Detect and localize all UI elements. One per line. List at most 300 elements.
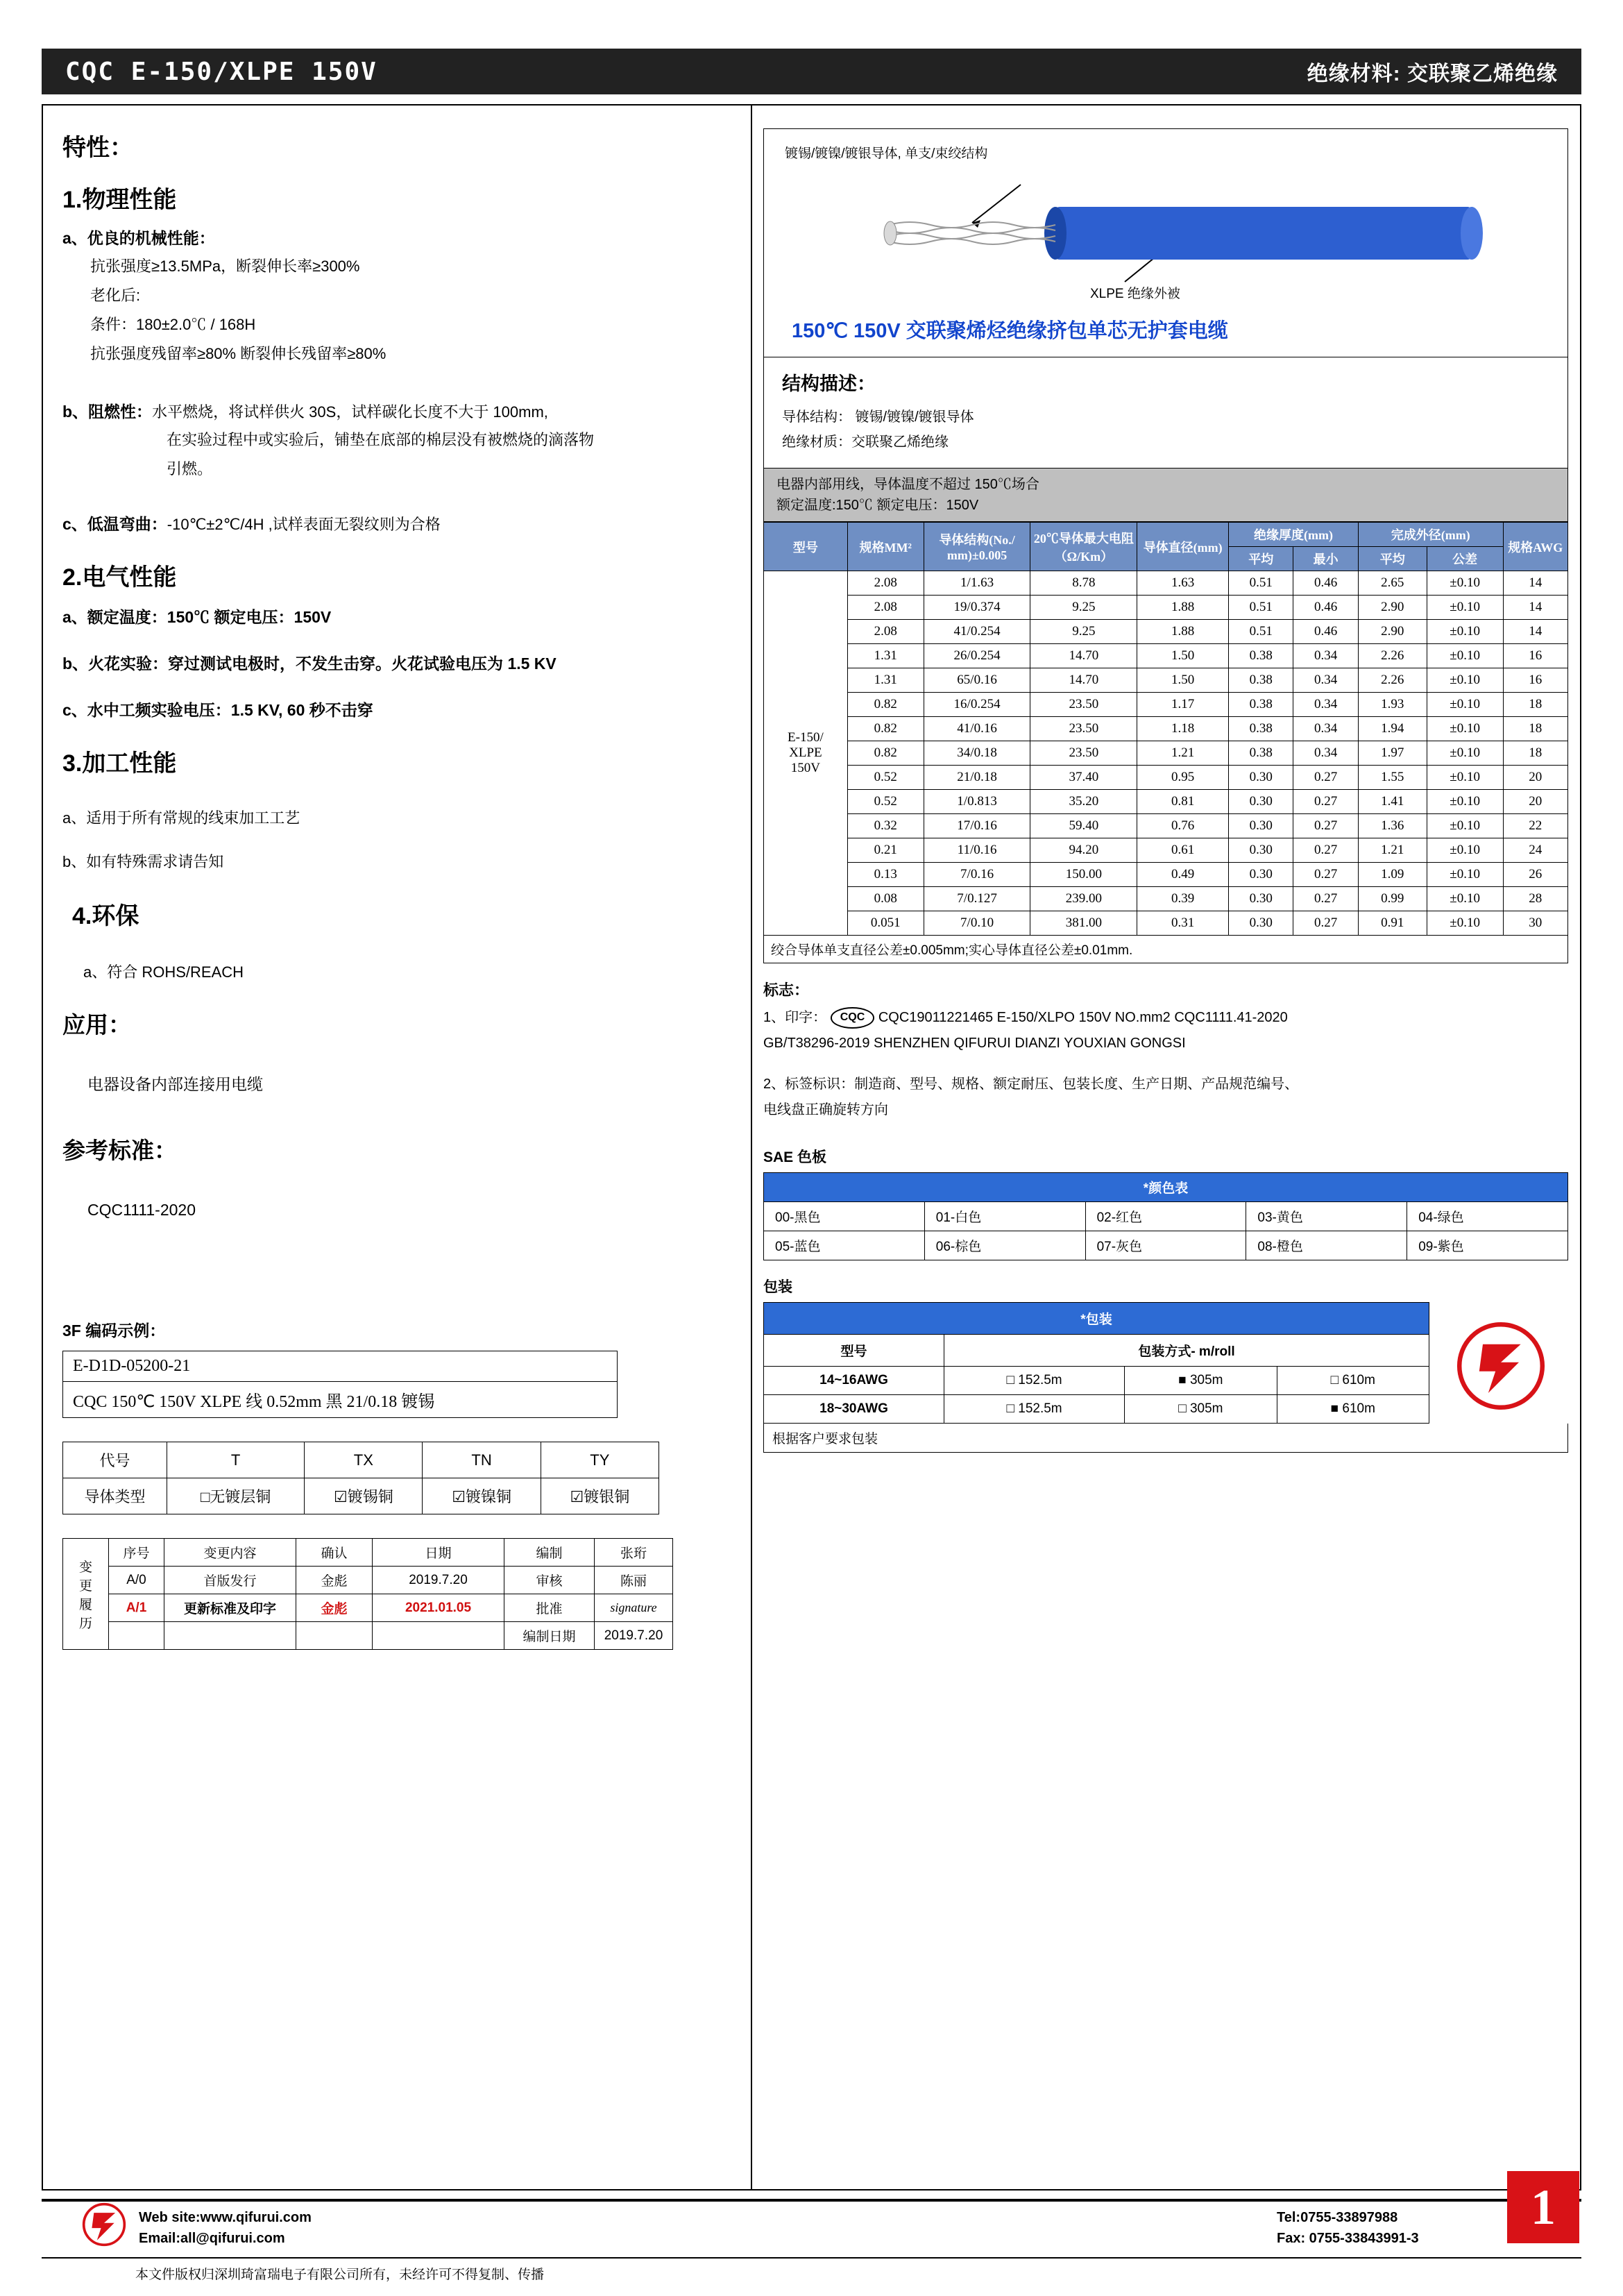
cell-conductor: 41/0.254 [924,620,1030,644]
cell-conductor: 26/0.254 [924,644,1030,668]
table-row [764,1231,1568,1260]
table-row [63,1594,673,1622]
cell-od-avg: 2.26 [1358,668,1427,693]
left-column [62,128,742,1650]
color-04: 04-绿色 [1407,1202,1568,1231]
footer-divider-bottom [42,2257,1581,2259]
cell-insul-avg: 0.30 [1229,790,1293,814]
history-h2: 确认 [296,1539,373,1567]
cell-cond-dia: 1.88 [1137,596,1229,620]
history-r1c2: 金彪 [296,1594,373,1622]
cell-insul-min: 0.27 [1293,911,1358,936]
reference-text: CQC1111-2020 [87,1200,196,1219]
color-01: 01-白色 [924,1202,1085,1231]
cell-insul-min: 0.46 [1293,596,1358,620]
cell-od-tol: ±0.10 [1427,693,1503,717]
cell-conductor: 11/0.16 [924,838,1030,863]
cell-insul-avg: 0.30 [1229,887,1293,911]
packaging-table [763,1302,1429,1424]
cell-conductor: 16/0.254 [924,693,1030,717]
processing-a: a、适用于所有常规的线束加工工艺 [62,809,300,827]
cell-awg: 16 [1503,668,1567,693]
history-r2c4: 编制日期 [504,1622,595,1650]
table-row [764,1367,1429,1395]
history-r0c3: 2019.7.20 [373,1567,504,1594]
cable-illustration-panel [763,128,1568,357]
cell-insul-min: 0.27 [1293,766,1358,790]
physical-a-line1: 抗张强度≥13.5MPa，断裂伸长率≥300% [90,258,360,275]
pack-r1-opt1[interactable]: □ 152.5m [944,1395,1125,1424]
physical-b-line2: 在实验过程中或实验后，铺垫在底部的棉层没有被燃烧的滴落物 [167,431,595,448]
cell-cond-dia: 1.18 [1137,717,1229,741]
table-row [63,1567,673,1594]
cell-cond-dia: 0.76 [1137,814,1229,838]
marking-line1 [763,1007,1568,1029]
cell-resistance: 150.00 [1030,863,1137,887]
color-05: 05-蓝色 [764,1231,925,1260]
th-spec-mm2: 规格MM² [847,523,924,571]
structure-line2: 绝缘材质：交联聚乙烯绝缘 [782,434,949,450]
condition-band [763,469,1568,522]
history-r0c0: A/0 [109,1567,164,1594]
marking-line3: 2、标签标识：制造商、型号、规格、额定耐压、包装长度、生产日期、产品规范编号、 [763,1077,1299,1092]
cell-insul-avg: 0.38 [1229,668,1293,693]
section-physical-title: 1.物理性能 [62,187,177,213]
cell-awg: 26 [1503,863,1567,887]
revision-history-table [62,1538,673,1650]
cell-cond-dia: 0.39 [1137,887,1229,911]
pack-r1-label: 18~30AWG [764,1395,944,1424]
cell-conductor: 17/0.16 [924,814,1030,838]
cell-insul-min: 0.46 [1293,620,1358,644]
pack-r1-opt2[interactable]: □ 305m [1125,1395,1277,1424]
codes-cell-0[interactable]: □无镀层铜 [167,1478,305,1514]
packaging-header: *包装 [764,1303,1429,1335]
codes-cell-2[interactable]: ☑镀镍铜 [423,1478,541,1514]
section-processing-title: 3.加工性能 [62,750,177,777]
packaging-col2: 包装方式- m/roll [944,1335,1429,1367]
codes-h3: TN [423,1442,541,1478]
footer-logo-icon [78,2202,130,2247]
physical-c-row [62,512,742,534]
cell-awg: 14 [1503,571,1567,596]
packaging-title: 包装 [763,1279,792,1296]
color-table [763,1172,1568,1260]
history-r0c5: 陈丽 [595,1567,673,1594]
history-r1c1: 更新标准及印字 [164,1594,296,1622]
cell-insul-avg: 0.51 [1229,596,1293,620]
cell-insul-min: 0.46 [1293,571,1358,596]
table-row [764,1395,1429,1424]
condition-line2: 额定温度:150℃ 额定电压：150V [776,498,979,513]
cell-awg: 14 [1503,620,1567,644]
table-header-row [764,523,1568,547]
history-r1c3: 2021.01.05 [373,1594,504,1622]
specification-body [764,571,1568,936]
cable-bottom-label: XLPE 绝缘外被 [1090,287,1180,301]
footer-fax: Fax: 0755-33843991-3 [1277,2231,1419,2246]
cell-od-tol: ±0.10 [1427,863,1503,887]
cell-spec-mm2: 2.08 [847,620,924,644]
color-02: 02-红色 [1085,1202,1246,1231]
cell-od-tol: ±0.10 [1427,911,1503,936]
cable-title: 150℃ 150V 交联聚烯烃绝缘挤包单芯无护套电缆 [792,320,1228,342]
cell-awg: 30 [1503,911,1567,936]
physical-b-row [62,399,742,422]
marking-line2: GB/T38296-2019 SHENZHEN QIFURUI DIANZI YOUXIAN GONGSI [763,1036,1186,1052]
cqc-logo-icon: CQC [831,1007,875,1029]
th-conductor: 导体结构(No./ mm)±0.005 [924,523,1030,571]
cell-cond-dia: 0.81 [1137,790,1229,814]
cell-resistance: 35.20 [1030,790,1137,814]
table-row [764,911,1568,936]
electrical-c: c、水中工频实验电压：1.5 KV, 60 秒不击穿 [62,701,373,719]
copyright-note: 本文件版权归深圳琦富瑞电子有限公司所有，未经许可不得复制、传播 [135,2268,545,2282]
reference-title: 参考标准： [62,1137,177,1163]
conductor-code-table [62,1442,659,1514]
coding-example-title: 3F 编码示例： [62,1322,166,1340]
cell-awg: 28 [1503,887,1567,911]
cell-od-avg: 1.97 [1358,741,1427,766]
cell-insul-avg: 0.38 [1229,693,1293,717]
cell-insul-avg: 0.51 [1229,571,1293,596]
table-row [764,790,1568,814]
cell-spec-mm2: 0.82 [847,693,924,717]
cell-resistance: 9.25 [1030,620,1137,644]
color-09: 09-紫色 [1407,1231,1568,1260]
cell-awg: 14 [1503,596,1567,620]
th-resistance: 20℃导体最大电阻（Ω/Km） [1030,523,1137,571]
footer-divider-top [42,2199,1581,2202]
codes-h0: 代号 [63,1442,167,1478]
cable-top-label: 镀锡/镀镍/镀银导体, 单支/束绞结构 [785,146,988,161]
cell-conductor: 7/0.127 [924,887,1030,911]
th-insulation-group: 绝缘厚度(mm) [1229,523,1359,547]
table-row [764,863,1568,887]
cell-insul-min: 0.34 [1293,741,1358,766]
structure-panel [763,357,1568,469]
cell-conductor: 41/0.16 [924,717,1030,741]
cable-drawing-icon [764,150,1567,330]
tolerance-note: 绞合导体单支直径公差±0.005mm;实心导体直径公差±0.01mm. [763,936,1568,963]
history-r2c3 [373,1622,504,1650]
history-r1c0: A/1 [109,1594,164,1622]
cell-od-avg: 0.99 [1358,887,1427,911]
table-row [764,1303,1429,1335]
table-row [764,741,1568,766]
cell-insul-avg: 0.30 [1229,838,1293,863]
page-header [42,49,1581,94]
cell-conductor: 65/0.16 [924,668,1030,693]
cell-insul-min: 0.34 [1293,668,1358,693]
packaging-col1: 型号 [764,1335,944,1367]
pack-r1-opt3[interactable]: ■ 610m [1277,1395,1429,1424]
cell-awg: 18 [1503,717,1567,741]
cell-resistance: 59.40 [1030,814,1137,838]
cell-resistance: 23.50 [1030,741,1137,766]
cell-spec-mm2: 1.31 [847,668,924,693]
table-row [764,838,1568,863]
physical-b-line3: 引燃。 [167,460,213,478]
cell-od-avg: 2.90 [1358,620,1427,644]
cell-spec-mm2: 0.21 [847,838,924,863]
cell-cond-dia: 1.50 [1137,644,1229,668]
table-row [764,1202,1568,1231]
codes-h2: TX [305,1442,423,1478]
physical-a-label: a、优良的机械性能： [62,229,215,247]
cell-cond-dia: 0.95 [1137,766,1229,790]
cell-conductor: 19/0.374 [924,596,1030,620]
cell-insul-avg: 0.38 [1229,644,1293,668]
application-text: 电器设备内部连接用电缆 [87,1075,263,1093]
cell-od-avg: 1.94 [1358,717,1427,741]
cell-od-tol: ±0.10 [1427,887,1503,911]
coding-example-box [62,1351,618,1418]
physical-b-line1: 水平燃烧，将试样供火 30S，试样碳化长度不大于 100mm, [152,403,548,421]
table-row [63,1478,659,1514]
cell-conductor: 7/0.10 [924,911,1030,936]
table-row [764,644,1568,668]
history-side-label: 变 更 履 历 [63,1539,109,1650]
cell-od-tol: ±0.10 [1427,668,1503,693]
packaging-block [763,1302,1568,1424]
footer-email[interactable]: Email:all@qifurui.com [139,2231,285,2246]
cell-insul-avg: 0.30 [1229,814,1293,838]
th-model: 型号 [764,523,848,571]
electrical-a: a、额定温度：150℃ 额定电压：150V [62,608,332,626]
color-07: 07-灰色 [1085,1231,1246,1260]
cell-spec-mm2: 0.82 [847,717,924,741]
application-title: 应用： [62,1012,131,1038]
signature-cell: signature [595,1594,673,1622]
table-row [764,766,1568,790]
cell-resistance: 381.00 [1030,911,1137,936]
codes-cell-3[interactable]: ☑镀银铜 [541,1478,658,1514]
coding-example-line2: CQC 150℃ 150V XLPE 线 0.52mm 黑 21/0.18 镀锡 [63,1381,617,1417]
color-00: 00-黑色 [764,1202,925,1231]
right-column [763,128,1568,1453]
cell-od-avg: 2.90 [1358,596,1427,620]
marking-text: CQC19011221465 E-150/XLPO 150V NO.mm2 CQC1111.41-2020 [878,1010,1288,1025]
footer-website[interactable]: Web site:www.qifurui.com [139,2210,312,2225]
table-row [63,1442,659,1478]
cell-od-tol: ±0.10 [1427,814,1503,838]
cell-awg: 18 [1503,741,1567,766]
cell-cond-dia: 1.88 [1137,620,1229,644]
color-table-title: *颜色表 [764,1173,1568,1202]
header-title: CQC E-150/XLPE 150V [65,57,377,86]
table-row [764,1173,1568,1202]
cell-cond-dia: 1.50 [1137,668,1229,693]
th-od-group: 完成外径(mm) [1358,523,1503,547]
cell-spec-mm2: 0.13 [847,863,924,887]
history-h4: 编制 [504,1539,595,1567]
history-h5: 张珩 [595,1539,673,1567]
company-logo-icon [1449,1321,1553,1411]
cell-spec-mm2: 0.52 [847,790,924,814]
cell-resistance: 37.40 [1030,766,1137,790]
footer-contact-right [1277,2207,1419,2249]
color-08: 08-橙色 [1246,1231,1407,1260]
cell-spec-mm2: 0.82 [847,741,924,766]
cell-resistance: 9.25 [1030,596,1137,620]
cell-spec-mm2: 0.08 [847,887,924,911]
structure-title: 结构描述： [782,373,876,394]
physical-c-label: c、低温弯曲： [62,515,167,533]
cell-od-avg: 1.93 [1358,693,1427,717]
structure-line1: 导体结构： 镀锡/镀镍/镀银导体 [782,410,974,425]
history-r0c2: 金彪 [296,1567,373,1594]
table-row [764,717,1568,741]
table-row [764,620,1568,644]
cell-od-avg: 1.41 [1358,790,1427,814]
cell-resistance: 239.00 [1030,887,1137,911]
cell-od-avg: 1.09 [1358,863,1427,887]
cell-od-tol: ±0.10 [1427,596,1503,620]
marking-prefix: 1、印字： [763,1010,827,1025]
physical-a-line2: 老化后: [90,287,141,304]
color-06: 06-棕色 [924,1231,1085,1260]
cell-resistance: 94.20 [1030,838,1137,863]
cell-insul-avg: 0.30 [1229,766,1293,790]
cell-insul-min: 0.27 [1293,790,1358,814]
pack-r0-opt1[interactable]: □ 152.5m [944,1367,1125,1395]
table-row [764,887,1568,911]
cell-resistance: 14.70 [1030,644,1137,668]
cell-awg: 20 [1503,766,1567,790]
cell-awg: 16 [1503,644,1567,668]
cell-conductor: 7/0.16 [924,863,1030,887]
cell-resistance: 23.50 [1030,693,1137,717]
history-r0c1: 首版发行 [164,1567,296,1594]
th-od-avg: 平均 [1358,547,1427,571]
page-number: 1 [1507,2171,1579,2243]
cell-awg: 24 [1503,838,1567,863]
cell-awg: 22 [1503,814,1567,838]
pack-r0-opt2[interactable]: ■ 305m [1125,1367,1277,1395]
cell-od-tol: ±0.10 [1427,790,1503,814]
cell-cond-dia: 1.21 [1137,741,1229,766]
marking-title: 标志： [763,981,810,999]
codes-h4: TY [541,1442,658,1478]
history-h1: 变更内容 [164,1539,296,1567]
cell-spec-mm2: 2.08 [847,596,924,620]
cell-od-tol: ±0.10 [1427,620,1503,644]
table-row [764,596,1568,620]
table-row [764,814,1568,838]
th-od-tol: 公差 [1427,547,1503,571]
codes-h1: T [167,1442,305,1478]
cell-conductor: 34/0.18 [924,741,1030,766]
cell-od-avg: 2.65 [1358,571,1427,596]
cell-od-tol: ±0.10 [1427,766,1503,790]
physical-a-line3: 条件：180±2.0℃ / 168H [90,316,256,333]
history-h0: 序号 [109,1539,164,1567]
cell-resistance: 14.70 [1030,668,1137,693]
codes-row-label: 导体类型 [63,1478,167,1514]
features-title: 特性： [62,135,133,161]
cell-insul-avg: 0.30 [1229,863,1293,887]
cell-cond-dia: 1.17 [1137,693,1229,717]
table-row [764,1335,1429,1367]
sae-title: SAE 色板 [763,1149,827,1166]
cell-cond-dia: 0.49 [1137,863,1229,887]
history-r0c4: 审核 [504,1567,595,1594]
cell-insul-min: 0.34 [1293,717,1358,741]
cell-od-tol: ±0.10 [1427,838,1503,863]
cell-insul-min: 0.27 [1293,814,1358,838]
th-cond-dia: 导体直径(mm) [1137,523,1229,571]
cell-conductor: 21/0.18 [924,766,1030,790]
cell-insul-avg: 0.38 [1229,717,1293,741]
cell-od-tol: ±0.10 [1427,741,1503,766]
history-r1c4: 批准 [504,1594,595,1622]
cell-cond-dia: 0.31 [1137,911,1229,936]
packaging-note: 根据客户要求包装 [763,1424,1568,1453]
cell-spec-mm2: 0.32 [847,814,924,838]
physical-c-line1: -10℃±2℃/4H ,试样表面无裂纹则为合格 [167,516,441,533]
cell-awg: 18 [1503,693,1567,717]
cell-cond-dia: 0.61 [1137,838,1229,863]
coding-example-line1: E-D1D-05200-21 [73,1357,191,1375]
th-awg: 规格AWG [1503,523,1567,571]
cell-insul-min: 0.27 [1293,887,1358,911]
history-r2c2 [296,1622,373,1650]
cell-od-avg: 1.55 [1358,766,1427,790]
environment-a: a、符合 ROHS/REACH [83,963,244,981]
section-environment-title: 4.环保 [72,903,139,929]
table-row [63,1622,673,1650]
pack-r0-label: 14~16AWG [764,1367,944,1395]
header-subtitle: 绝缘材料: 交联聚乙烯绝缘 [1307,62,1558,85]
cell-insul-min: 0.34 [1293,693,1358,717]
cell-conductor: 1/0.813 [924,790,1030,814]
table-row [764,693,1568,717]
column-divider [751,104,752,2191]
cell-insul-min: 0.27 [1293,863,1358,887]
pack-r0-opt3[interactable]: □ 610m [1277,1367,1429,1395]
cell-insul-avg: 0.38 [1229,741,1293,766]
section-electrical-title: 2.电气性能 [62,564,177,591]
cell-spec-mm2: 1.31 [847,644,924,668]
history-r2c5: 2019.7.20 [595,1622,673,1650]
cell-spec-mm2: 0.051 [847,911,924,936]
cell-insul-avg: 0.30 [1229,911,1293,936]
physical-b-label: b、阻燃性： [62,403,153,421]
table-row [764,668,1568,693]
cell-cond-dia: 1.63 [1137,571,1229,596]
cell-insul-min: 0.34 [1293,644,1358,668]
cell-spec-mm2: 0.52 [847,766,924,790]
cell-conductor: 1/1.63 [924,571,1030,596]
marking-line4: 电线盘正确旋转方向 [763,1102,888,1118]
cell-awg: 20 [1503,790,1567,814]
specification-table [763,522,1568,936]
cell-spec-mm2: 2.08 [847,571,924,596]
spec-model-cell: E-150/ XLPE 150V [764,571,848,936]
cell-insul-min: 0.27 [1293,838,1358,863]
th-insul-min: 最小 [1293,547,1358,571]
footer-tel: Tel:0755-33897988 [1277,2210,1398,2225]
physical-a-line4: 抗张强度残留率≥80% 断裂伸长残留率≥80% [90,345,386,362]
cell-od-avg: 2.26 [1358,644,1427,668]
cell-resistance: 23.50 [1030,717,1137,741]
cell-od-avg: 1.36 [1358,814,1427,838]
history-h3: 日期 [373,1539,504,1567]
processing-b: b、如有特殊需求请告知 [62,853,224,870]
codes-cell-1[interactable]: ☑镀锡铜 [305,1478,423,1514]
cell-od-tol: ±0.10 [1427,717,1503,741]
